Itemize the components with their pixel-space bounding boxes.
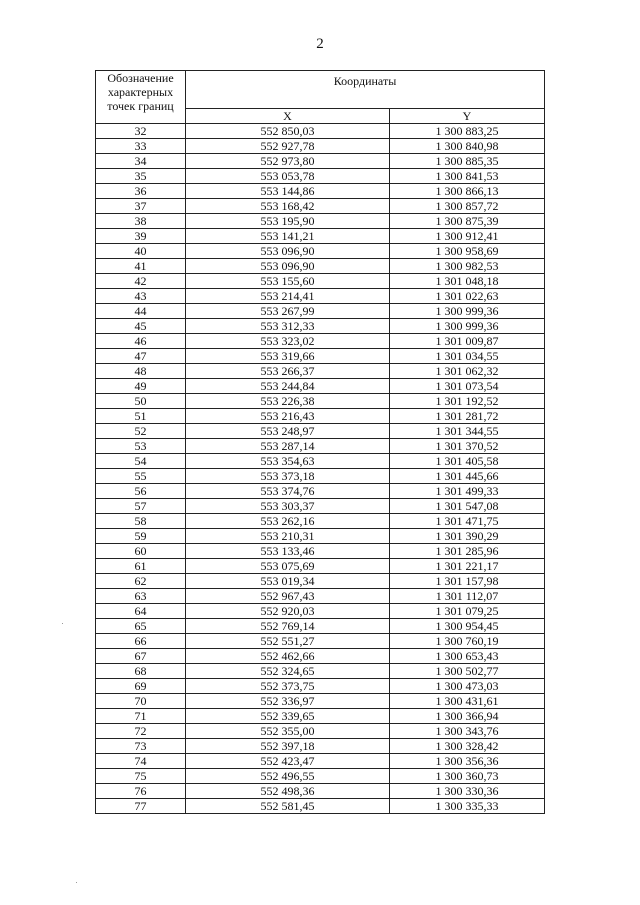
cell-x: 552 423,47 bbox=[186, 754, 390, 769]
cell-point-number: 35 bbox=[96, 169, 186, 184]
cell-y: 1 300 343,76 bbox=[390, 724, 545, 739]
cell-y: 1 301 344,55 bbox=[390, 424, 545, 439]
cell-point-number: 47 bbox=[96, 349, 186, 364]
cell-x: 552 336,97 bbox=[186, 694, 390, 709]
cell-point-number: 56 bbox=[96, 484, 186, 499]
table-row bbox=[96, 574, 545, 589]
table-row bbox=[96, 529, 545, 544]
cell-point-number: 44 bbox=[96, 304, 186, 319]
cell-y: 1 301 370,52 bbox=[390, 439, 545, 454]
cell-x: 552 920,03 bbox=[186, 604, 390, 619]
page-number: 2 bbox=[316, 36, 324, 52]
cell-x: 553 155,60 bbox=[186, 274, 390, 289]
cell-x: 553 248,97 bbox=[186, 424, 390, 439]
cell-x: 553 075,69 bbox=[186, 559, 390, 574]
cell-y: 1 300 328,42 bbox=[390, 739, 545, 754]
table-row bbox=[96, 379, 545, 394]
table-body bbox=[96, 124, 545, 814]
cell-x: 553 266,37 bbox=[186, 364, 390, 379]
cell-point-number: 33 bbox=[96, 139, 186, 154]
cell-y: 1 301 499,33 bbox=[390, 484, 545, 499]
header-y: Y bbox=[390, 109, 545, 124]
cell-x: 553 096,90 bbox=[186, 259, 390, 274]
table-row bbox=[96, 694, 545, 709]
table-row bbox=[96, 514, 545, 529]
cell-point-number: 40 bbox=[96, 244, 186, 259]
cell-point-number: 34 bbox=[96, 154, 186, 169]
table-row bbox=[96, 169, 545, 184]
cell-point-number: 75 bbox=[96, 769, 186, 784]
table-row bbox=[96, 439, 545, 454]
cell-point-number: 71 bbox=[96, 709, 186, 724]
cell-point-number: 74 bbox=[96, 754, 186, 769]
header-x: X bbox=[186, 109, 390, 124]
cell-y: 1 301 471,75 bbox=[390, 514, 545, 529]
cell-point-number: 64 bbox=[96, 604, 186, 619]
table-row bbox=[96, 364, 545, 379]
cell-point-number: 76 bbox=[96, 784, 186, 799]
cell-x: 553 226,38 bbox=[186, 394, 390, 409]
cell-point-number: 58 bbox=[96, 514, 186, 529]
table-row bbox=[96, 709, 545, 724]
table-row bbox=[96, 409, 545, 424]
cell-y: 1 301 079,25 bbox=[390, 604, 545, 619]
table-row bbox=[96, 784, 545, 799]
table-row bbox=[96, 349, 545, 364]
cell-y: 1 300 360,73 bbox=[390, 769, 545, 784]
coordinates-table bbox=[95, 70, 545, 814]
table-row bbox=[96, 589, 545, 604]
cell-y: 1 300 912,41 bbox=[390, 229, 545, 244]
cell-point-number: 70 bbox=[96, 694, 186, 709]
cell-y: 1 301 048,18 bbox=[390, 274, 545, 289]
cell-point-number: 37 bbox=[96, 199, 186, 214]
cell-x: 552 373,75 bbox=[186, 679, 390, 694]
cell-x: 553 144,86 bbox=[186, 184, 390, 199]
cell-x: 552 769,14 bbox=[186, 619, 390, 634]
cell-x: 553 373,18 bbox=[186, 469, 390, 484]
cell-x: 553 019,34 bbox=[186, 574, 390, 589]
cell-point-number: 36 bbox=[96, 184, 186, 199]
scan-speck bbox=[76, 882, 77, 883]
cell-point-number: 50 bbox=[96, 394, 186, 409]
cell-x: 553 312,33 bbox=[186, 319, 390, 334]
cell-y: 1 300 999,36 bbox=[390, 319, 545, 334]
cell-y: 1 300 473,03 bbox=[390, 679, 545, 694]
cell-y: 1 300 958,69 bbox=[390, 244, 545, 259]
cell-point-number: 77 bbox=[96, 799, 186, 814]
cell-x: 553 133,46 bbox=[186, 544, 390, 559]
cell-x: 553 374,76 bbox=[186, 484, 390, 499]
cell-x: 552 498,36 bbox=[186, 784, 390, 799]
header-coordinates: Координаты bbox=[186, 71, 545, 109]
table-row bbox=[96, 559, 545, 574]
cell-x: 552 397,18 bbox=[186, 739, 390, 754]
table-row bbox=[96, 259, 545, 274]
table-row bbox=[96, 484, 545, 499]
table-row bbox=[96, 154, 545, 169]
cell-point-number: 66 bbox=[96, 634, 186, 649]
table-row bbox=[96, 544, 545, 559]
table-row bbox=[96, 139, 545, 154]
cell-x: 553 267,99 bbox=[186, 304, 390, 319]
cell-point-number: 67 bbox=[96, 649, 186, 664]
cell-point-number: 48 bbox=[96, 364, 186, 379]
cell-point-number: 53 bbox=[96, 439, 186, 454]
header-point-label: Обозначение характерных точек границ bbox=[96, 71, 186, 124]
table-row bbox=[96, 334, 545, 349]
cell-x: 552 339,65 bbox=[186, 709, 390, 724]
cell-y: 1 300 954,45 bbox=[390, 619, 545, 634]
cell-y: 1 300 883,25 bbox=[390, 124, 545, 139]
cell-x: 553 262,16 bbox=[186, 514, 390, 529]
cell-x: 553 214,41 bbox=[186, 289, 390, 304]
cell-point-number: 68 bbox=[96, 664, 186, 679]
cell-y: 1 301 034,55 bbox=[390, 349, 545, 364]
table-row bbox=[96, 244, 545, 259]
table-row bbox=[96, 724, 545, 739]
cell-point-number: 73 bbox=[96, 739, 186, 754]
table-row bbox=[96, 424, 545, 439]
table-row bbox=[96, 754, 545, 769]
table-row bbox=[96, 679, 545, 694]
cell-point-number: 45 bbox=[96, 319, 186, 334]
cell-y: 1 301 405,58 bbox=[390, 454, 545, 469]
cell-point-number: 46 bbox=[96, 334, 186, 349]
cell-x: 552 496,55 bbox=[186, 769, 390, 784]
cell-y: 1 300 356,36 bbox=[390, 754, 545, 769]
table-row bbox=[96, 604, 545, 619]
table-row bbox=[96, 649, 545, 664]
cell-x: 553 053,78 bbox=[186, 169, 390, 184]
table-row bbox=[96, 634, 545, 649]
cell-y: 1 301 390,29 bbox=[390, 529, 545, 544]
cell-point-number: 39 bbox=[96, 229, 186, 244]
cell-point-number: 41 bbox=[96, 259, 186, 274]
cell-y: 1 301 112,07 bbox=[390, 589, 545, 604]
cell-x: 552 967,43 bbox=[186, 589, 390, 604]
table-row bbox=[96, 184, 545, 199]
cell-x: 553 210,31 bbox=[186, 529, 390, 544]
cell-y: 1 301 022,63 bbox=[390, 289, 545, 304]
cell-x: 553 354,63 bbox=[186, 454, 390, 469]
cell-point-number: 38 bbox=[96, 214, 186, 229]
table-row bbox=[96, 619, 545, 634]
cell-y: 1 300 841,53 bbox=[390, 169, 545, 184]
cell-point-number: 57 bbox=[96, 499, 186, 514]
table-row bbox=[96, 739, 545, 754]
table-row bbox=[96, 319, 545, 334]
cell-x: 553 323,02 bbox=[186, 334, 390, 349]
cell-y: 1 301 009,87 bbox=[390, 334, 545, 349]
cell-x: 553 319,66 bbox=[186, 349, 390, 364]
cell-y: 1 300 366,94 bbox=[390, 709, 545, 724]
table-row bbox=[96, 214, 545, 229]
table-row bbox=[96, 769, 545, 784]
table-row bbox=[96, 394, 545, 409]
cell-point-number: 63 bbox=[96, 589, 186, 604]
cell-y: 1 300 653,43 bbox=[390, 649, 545, 664]
table-row bbox=[96, 799, 545, 814]
table-row bbox=[96, 664, 545, 679]
table-row bbox=[96, 469, 545, 484]
cell-point-number: 62 bbox=[96, 574, 186, 589]
table-row bbox=[96, 499, 545, 514]
cell-point-number: 32 bbox=[96, 124, 186, 139]
cell-x: 552 324,65 bbox=[186, 664, 390, 679]
cell-y: 1 301 157,98 bbox=[390, 574, 545, 589]
cell-y: 1 300 866,13 bbox=[390, 184, 545, 199]
cell-point-number: 49 bbox=[96, 379, 186, 394]
cell-point-number: 60 bbox=[96, 544, 186, 559]
cell-point-number: 54 bbox=[96, 454, 186, 469]
cell-y: 1 300 840,98 bbox=[390, 139, 545, 154]
cell-point-number: 43 bbox=[96, 289, 186, 304]
cell-y: 1 300 875,39 bbox=[390, 214, 545, 229]
table-row bbox=[96, 304, 545, 319]
cell-x: 552 973,80 bbox=[186, 154, 390, 169]
cell-x: 553 244,84 bbox=[186, 379, 390, 394]
cell-y: 1 301 285,96 bbox=[390, 544, 545, 559]
cell-y: 1 300 502,77 bbox=[390, 664, 545, 679]
cell-point-number: 69 bbox=[96, 679, 186, 694]
cell-y: 1 301 547,08 bbox=[390, 499, 545, 514]
cell-point-number: 65 bbox=[96, 619, 186, 634]
cell-y: 1 301 445,66 bbox=[390, 469, 545, 484]
cell-point-number: 51 bbox=[96, 409, 186, 424]
cell-y: 1 300 885,35 bbox=[390, 154, 545, 169]
table-row bbox=[96, 454, 545, 469]
table-row bbox=[96, 124, 545, 139]
cell-y: 1 300 335,33 bbox=[390, 799, 545, 814]
cell-x: 553 195,90 bbox=[186, 214, 390, 229]
cell-y: 1 300 999,36 bbox=[390, 304, 545, 319]
cell-point-number: 59 bbox=[96, 529, 186, 544]
cell-x: 552 927,78 bbox=[186, 139, 390, 154]
cell-x: 553 303,37 bbox=[186, 499, 390, 514]
cell-x: 552 581,45 bbox=[186, 799, 390, 814]
cell-y: 1 301 073,54 bbox=[390, 379, 545, 394]
cell-y: 1 300 857,72 bbox=[390, 199, 545, 214]
table-row bbox=[96, 199, 545, 214]
cell-x: 553 287,14 bbox=[186, 439, 390, 454]
table-row bbox=[96, 274, 545, 289]
cell-point-number: 61 bbox=[96, 559, 186, 574]
cell-y: 1 301 221,17 bbox=[390, 559, 545, 574]
cell-x: 553 096,90 bbox=[186, 244, 390, 259]
scan-speck bbox=[62, 623, 63, 624]
cell-y: 1 301 192,52 bbox=[390, 394, 545, 409]
cell-x: 553 168,42 bbox=[186, 199, 390, 214]
cell-point-number: 55 bbox=[96, 469, 186, 484]
cell-y: 1 300 760,19 bbox=[390, 634, 545, 649]
table-row bbox=[96, 229, 545, 244]
cell-y: 1 301 281,72 bbox=[390, 409, 545, 424]
cell-x: 552 551,27 bbox=[186, 634, 390, 649]
cell-point-number: 42 bbox=[96, 274, 186, 289]
cell-x: 552 462,66 bbox=[186, 649, 390, 664]
cell-x: 552 355,00 bbox=[186, 724, 390, 739]
cell-x: 552 850,03 bbox=[186, 124, 390, 139]
cell-y: 1 301 062,32 bbox=[390, 364, 545, 379]
table-row bbox=[96, 289, 545, 304]
cell-x: 553 141,21 bbox=[186, 229, 390, 244]
cell-point-number: 52 bbox=[96, 424, 186, 439]
cell-y: 1 300 431,61 bbox=[390, 694, 545, 709]
cell-y: 1 300 982,53 bbox=[390, 259, 545, 274]
cell-y: 1 300 330,36 bbox=[390, 784, 545, 799]
cell-x: 553 216,43 bbox=[186, 409, 390, 424]
cell-point-number: 72 bbox=[96, 724, 186, 739]
